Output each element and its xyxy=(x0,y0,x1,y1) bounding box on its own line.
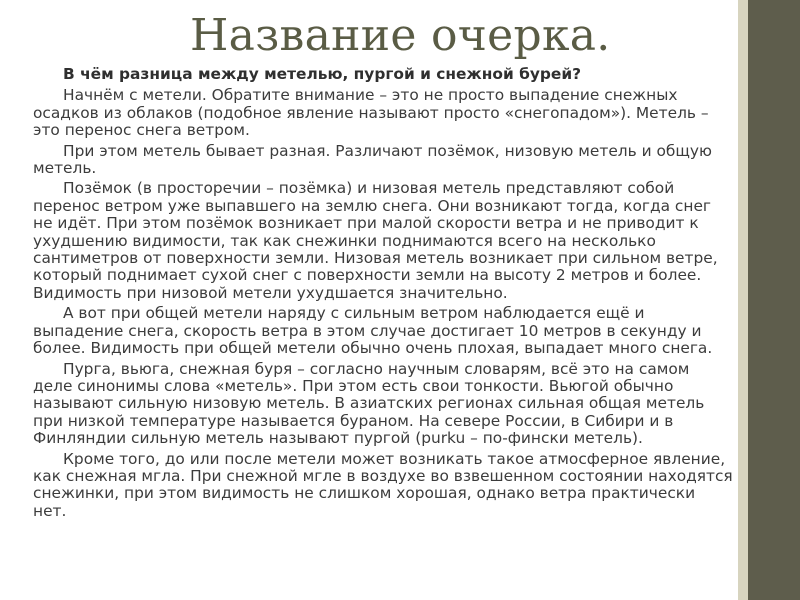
decorative-side-band xyxy=(738,0,800,600)
question-paragraph: В чём разница между метелью, пургой и снежной бурей? xyxy=(63,65,582,83)
body-paragraph: При этом метель бывает разная. Различают позёмок, низовую метель и общую метель. xyxy=(33,141,712,178)
body-paragraph: Позёмок (в просторечии – позёмка) и низовая метель представляют собой перенос ветром уже выпавшего на землю снега. Они возникают тогда, когда снег не идёт. При этом позёмок возникает при малой скорости ветра и не приводит к ухудшению видимости, так как снежинки поднимаются всего на несколько сантиметров от поверхности земли. Низовая метель возникает при сильном ветре, который поднимает сухой снег с поверхности земли на высоту 2 метров и более. Видимость при низовой метели ухудшается значительно. xyxy=(33,179,718,302)
slide-body xyxy=(33,66,733,523)
body-paragraph: Пурга, вьюга, снежная буря – согласно научным словарям, всё это на самом деле синонимы слова «метель». При этом есть свои тонкости. Вьюгой обычно называют сильную низовую метель. В азиатских регионах сильная общая метель при низкой температуре называется бураном. На севере России, в Сибири и в Финляндии сильную метель называют пургой (purku – по-фински метель). xyxy=(33,359,705,448)
decorative-side-stripe xyxy=(738,0,748,600)
body-paragraph: Начнём с метели. Обратите внимание – это не просто выпадение снежных осадков из облаков (подобное явление называют просто «снегопадом»). Метель – это перенос снега ветром. xyxy=(33,86,709,140)
body-paragraph: А вот при общей метели наряду с сильным ветром наблюдается ещё и выпадение снега, скорость ветра в этом случае достигает 10 метров в секунду и более. Видимость при общей метели обычно очень плохая, выпадает много снега. xyxy=(33,304,713,358)
body-paragraph: Кроме того, до или после метели может возникать такое атмосферное явление, как снежная мгла. При снежной мгле в воздухе во взвешенном состоянии находятся снежинки, при этом видимость не слишком хорошая, однако ветра практически нет. xyxy=(33,449,733,520)
slide-title: Название очерка. xyxy=(190,10,611,61)
